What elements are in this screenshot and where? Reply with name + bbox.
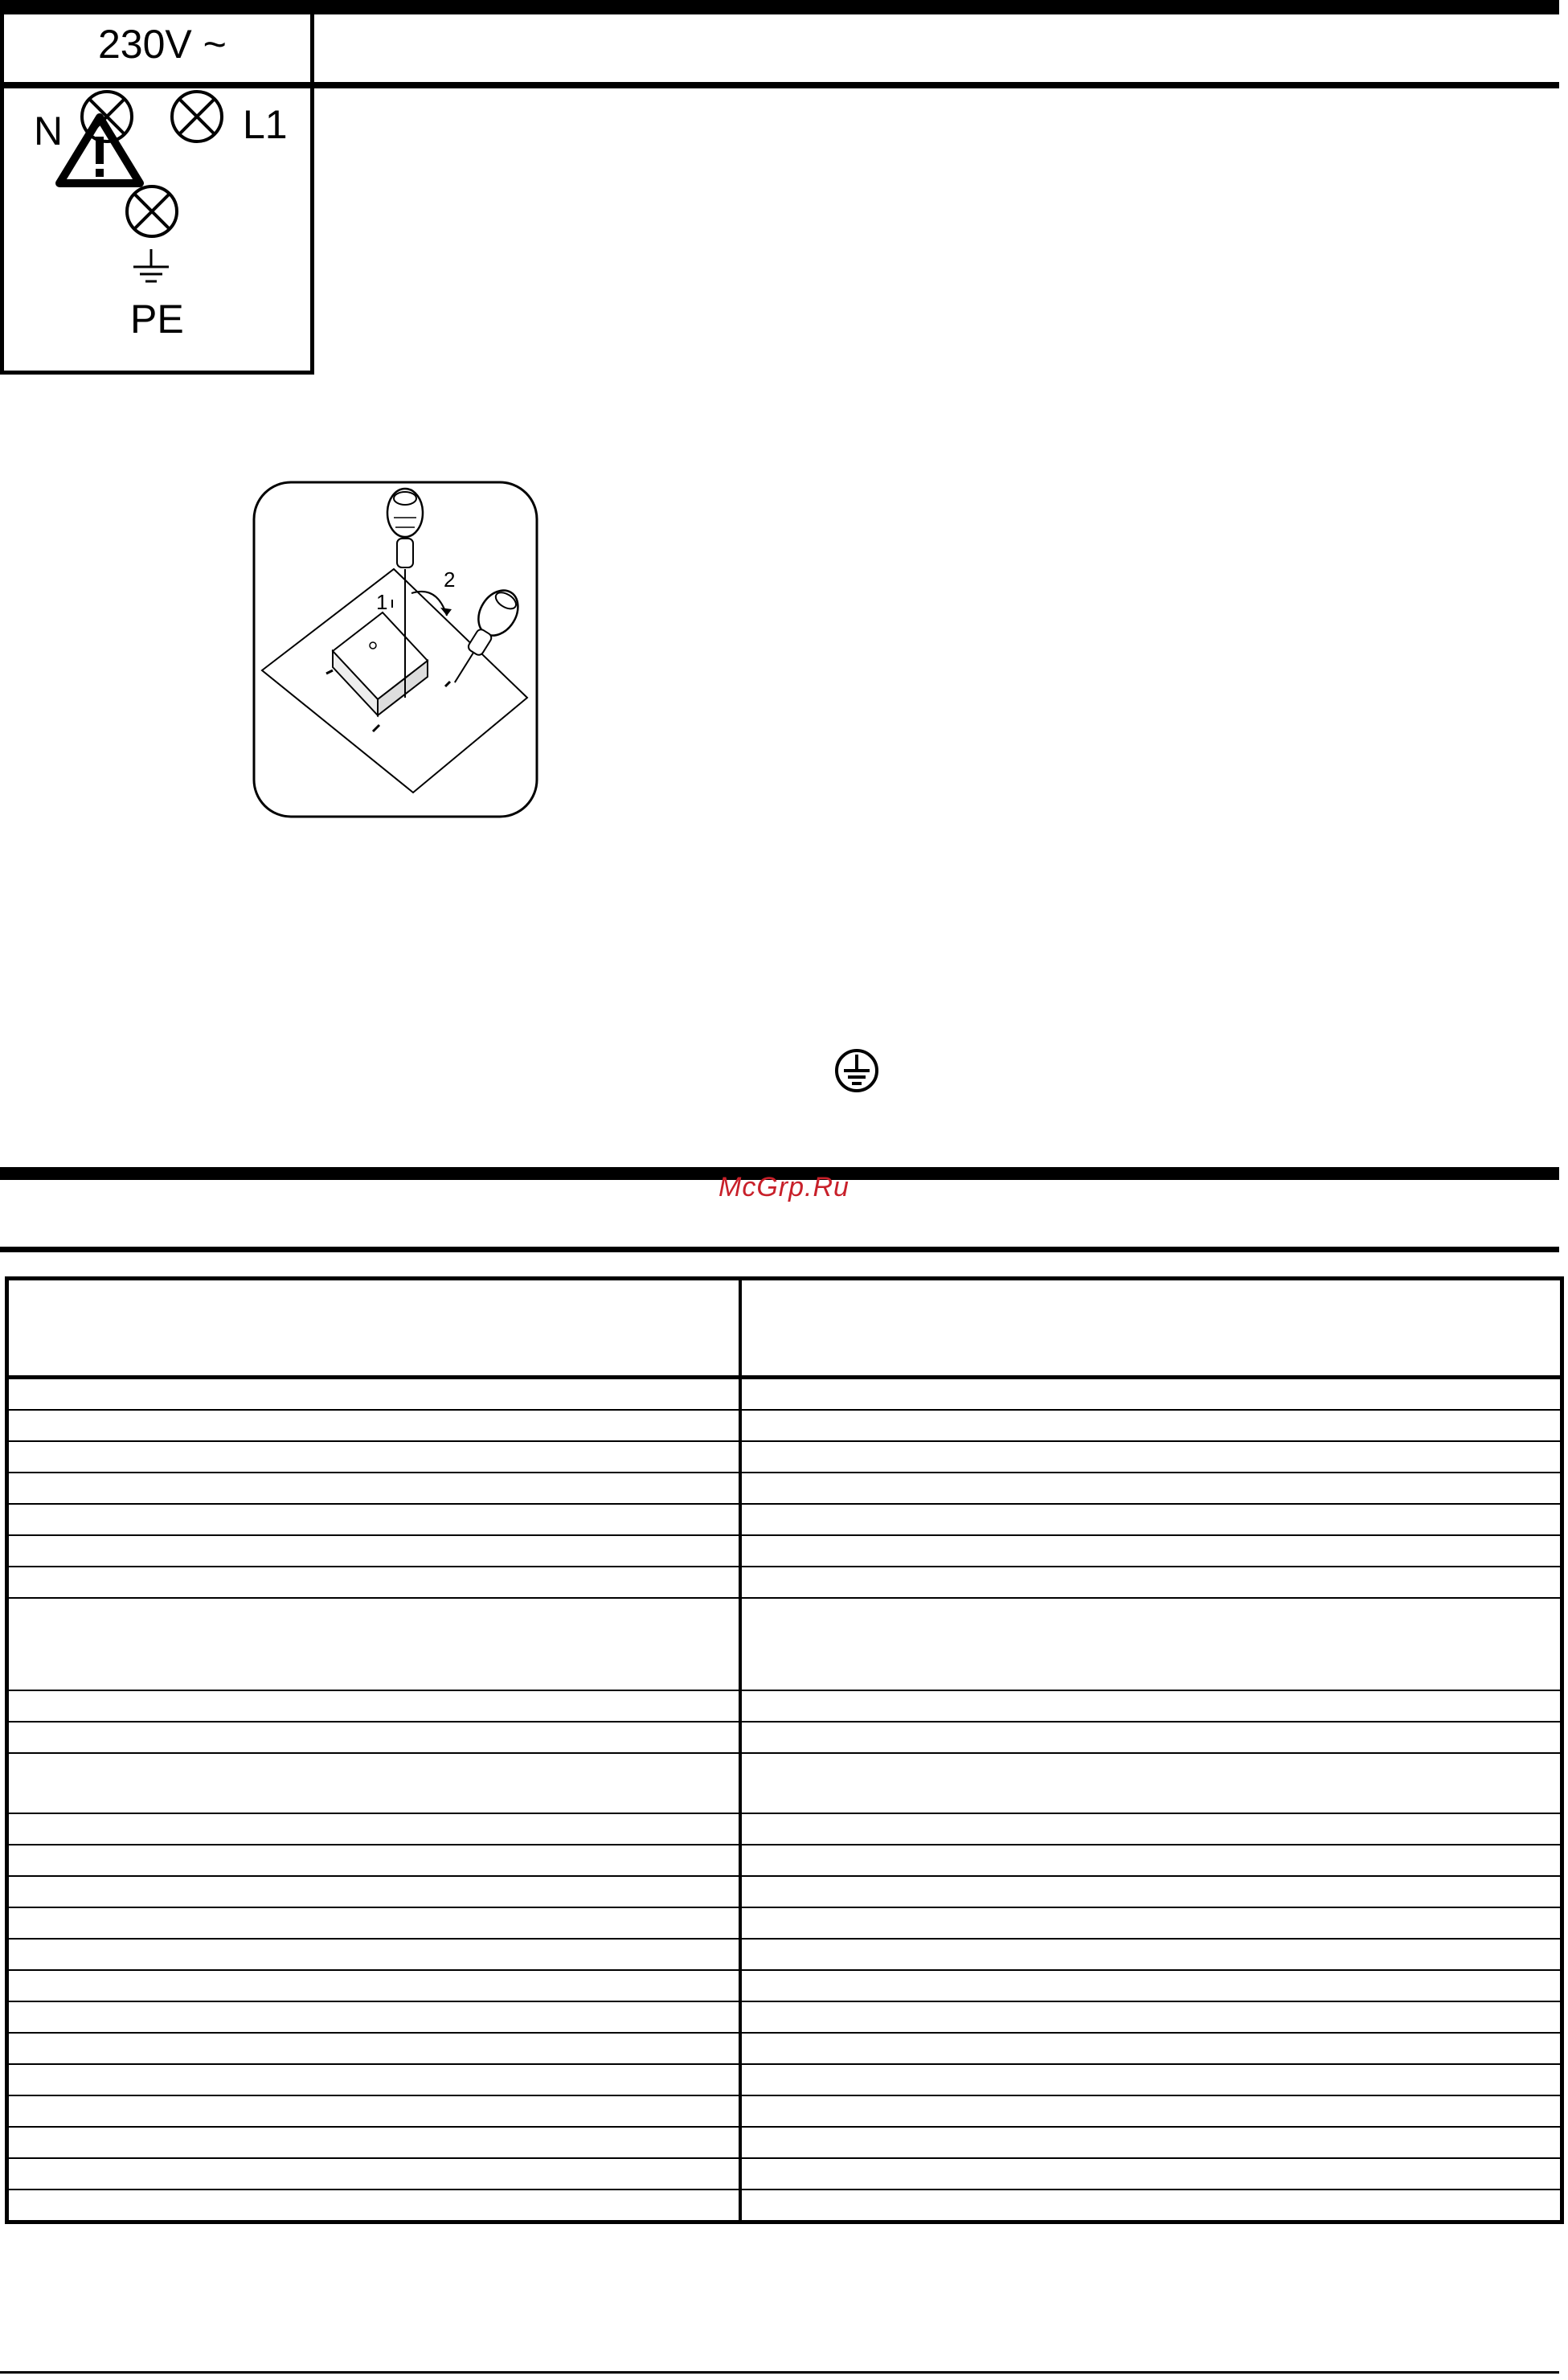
technical-data-table <box>5 1276 1564 2224</box>
table-row <box>7 1441 1562 1473</box>
table-cell-parameter <box>7 2033 741 2064</box>
table-cell-value <box>740 2064 1562 2095</box>
table-cell-value <box>740 1845 1562 1876</box>
step-1-label: 1 <box>376 590 388 614</box>
table-row <box>7 1473 1562 1504</box>
table-cell-parameter <box>7 1567 741 1598</box>
table-cell-value <box>740 1473 1562 1504</box>
table-cell-parameter <box>7 1504 741 1535</box>
table-cell-value <box>740 2033 1562 2064</box>
watermark: McGrp.Ru <box>718 1172 850 1202</box>
table-cell-parameter <box>7 1473 741 1504</box>
table-cell-value <box>740 1279 1562 1378</box>
table-cell-value <box>740 1410 1562 1441</box>
table-row <box>7 1907 1562 1939</box>
table-cell-parameter <box>7 2190 741 2222</box>
table-row <box>7 2190 1562 2222</box>
header-rule <box>0 82 1559 88</box>
table-row <box>7 2158 1562 2190</box>
wiring-diagram <box>0 0 314 375</box>
table-row <box>7 1753 1562 1813</box>
table-cell-parameter <box>7 1279 741 1378</box>
table-row <box>7 1567 1562 1598</box>
table-row <box>7 1813 1562 1845</box>
table-cell-parameter <box>7 2158 741 2190</box>
installation-illustration <box>252 481 538 818</box>
table-cell-value <box>740 1690 1562 1722</box>
table-cell-value <box>740 2158 1562 2190</box>
table-cell-parameter <box>7 2095 741 2127</box>
table-cell-parameter <box>7 2001 741 2033</box>
table-cell-value <box>740 1722 1562 1753</box>
terminal-pe-icon <box>124 183 180 240</box>
table-cell-value <box>740 1813 1562 1845</box>
table-top-rule <box>0 1247 1559 1252</box>
voltage-label: 230V ~ <box>98 22 227 67</box>
table-cell-value <box>740 1970 1562 2001</box>
earth-label: PE <box>130 297 184 342</box>
table-row <box>7 1690 1562 1722</box>
table-row <box>7 1535 1562 1567</box>
table-cell-value <box>740 1876 1562 1907</box>
line-label: L1 <box>243 102 288 147</box>
step-2-label: 2 <box>444 567 456 592</box>
table-cell-parameter <box>7 1722 741 1753</box>
table-cell-value <box>740 1598 1562 1690</box>
table-cell-parameter <box>7 2064 741 2095</box>
table-cell-value <box>740 2001 1562 2033</box>
top-rule <box>0 0 1559 14</box>
table-cell-parameter <box>7 1753 741 1813</box>
table-cell-parameter <box>7 1441 741 1473</box>
table-cell-value <box>740 1567 1562 1598</box>
table-cell-value <box>740 1378 1562 1411</box>
table-cell-parameter <box>7 1876 741 1907</box>
table-cell-parameter <box>7 1845 741 1876</box>
table-header-row <box>7 1279 1562 1378</box>
table-cell-value <box>740 1939 1562 1970</box>
table-cell-value <box>740 1441 1562 1473</box>
table-cell-parameter <box>7 1907 741 1939</box>
table-row <box>7 1845 1562 1876</box>
table-row <box>7 2127 1562 2158</box>
table-row <box>7 2033 1562 2064</box>
table-row <box>7 1504 1562 1535</box>
table-row <box>7 2001 1562 2033</box>
table-cell-parameter <box>7 1690 741 1722</box>
table-cell-parameter <box>7 1410 741 1441</box>
table-cell-value <box>740 2127 1562 2158</box>
table-cell-parameter <box>7 1378 741 1411</box>
bottom-rule <box>0 2371 1559 2374</box>
table-row <box>7 2064 1562 2095</box>
earth-ground-icon <box>129 248 174 288</box>
table-cell-value <box>740 1535 1562 1567</box>
table-row <box>7 2095 1562 2127</box>
table-cell-value <box>740 2095 1562 2127</box>
table-cell-value <box>740 1907 1562 1939</box>
table-row <box>7 1876 1562 1907</box>
table-cell-parameter <box>7 1598 741 1690</box>
table-cell-parameter <box>7 2127 741 2158</box>
table-row <box>7 1722 1562 1753</box>
neutral-label: N <box>34 109 63 154</box>
table-cell-parameter <box>7 1535 741 1567</box>
table-row <box>7 1939 1562 1970</box>
table-cell-parameter <box>7 1939 741 1970</box>
table-cell-value <box>740 1753 1562 1813</box>
table-cell-parameter <box>7 1813 741 1845</box>
table-cell-parameter <box>7 1970 741 2001</box>
table-cell-value <box>740 1504 1562 1535</box>
table-cell-value <box>740 2190 1562 2222</box>
table-row <box>7 1378 1562 1411</box>
protective-earth-icon <box>833 1047 881 1095</box>
table-row <box>7 1598 1562 1690</box>
terminal-l1-icon <box>169 88 225 145</box>
table-row <box>7 1970 1562 2001</box>
terminal-n-icon <box>79 88 135 145</box>
table-row <box>7 1410 1562 1441</box>
